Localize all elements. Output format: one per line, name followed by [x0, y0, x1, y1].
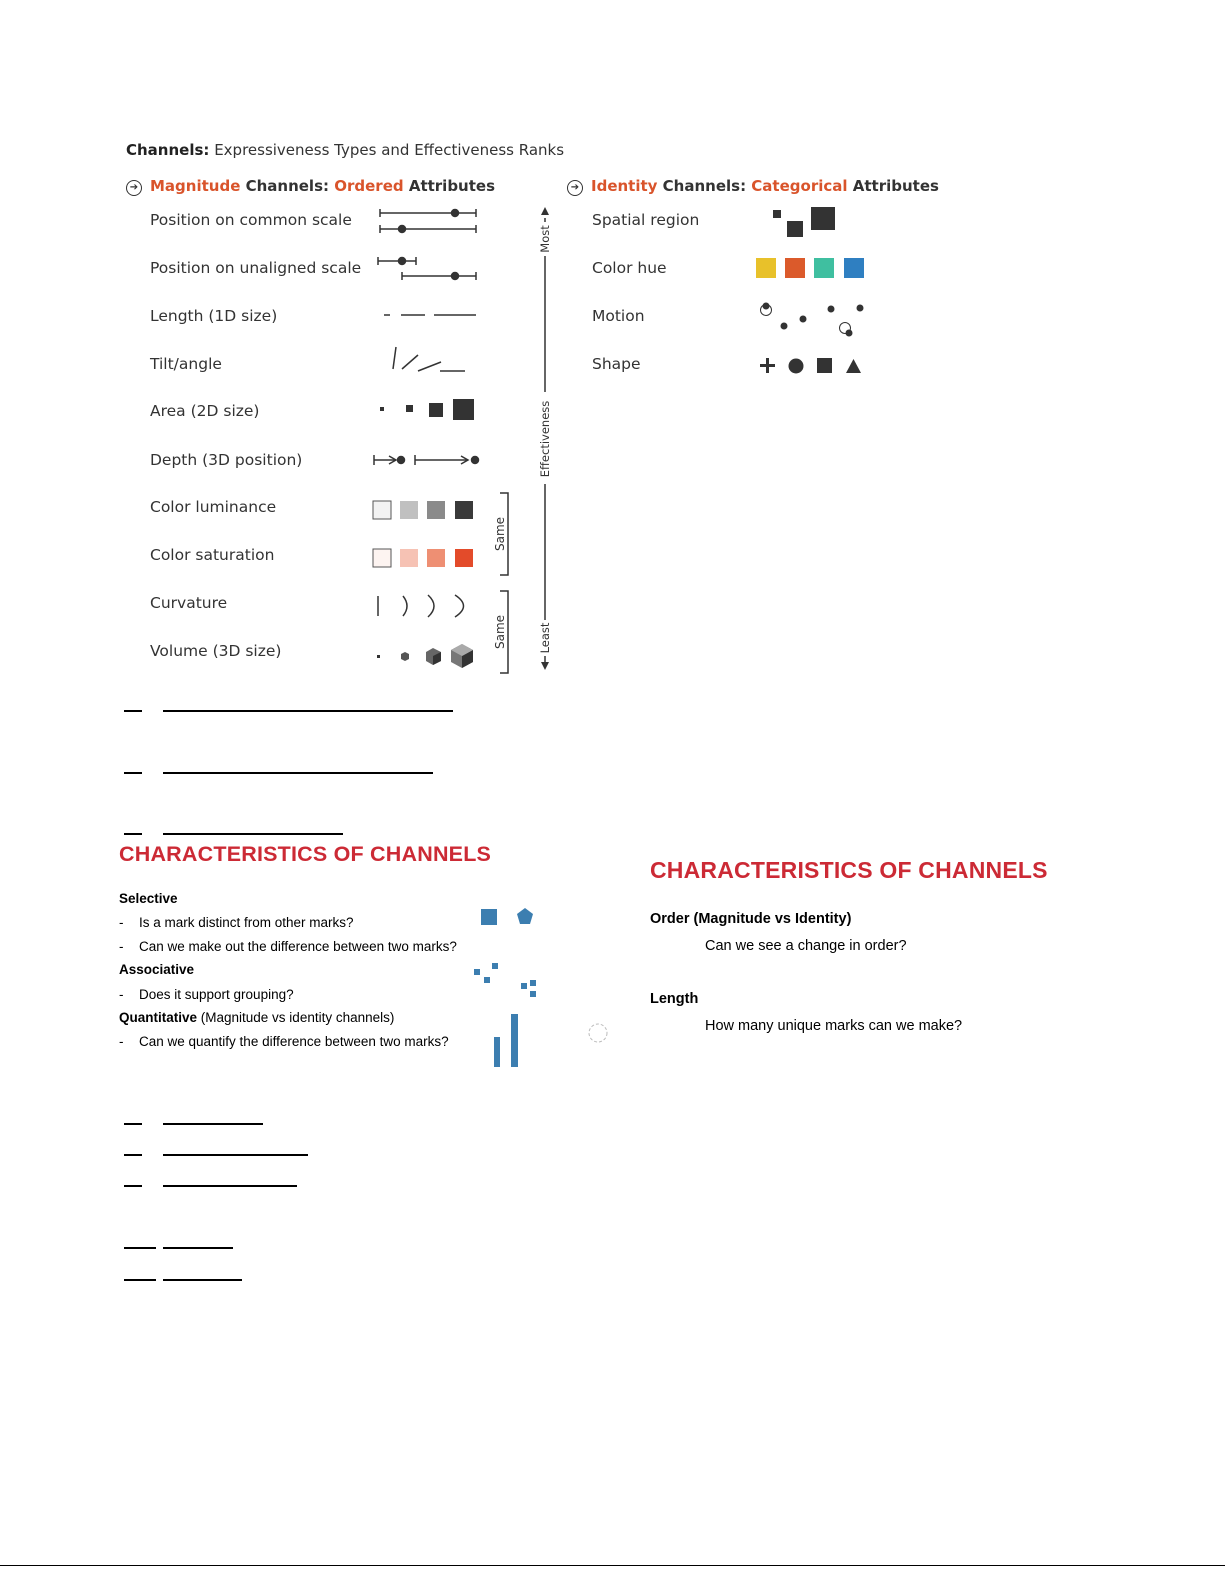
row-label: Motion — [592, 307, 645, 325]
row-label: Color hue — [592, 259, 667, 277]
spatial-region-glyph — [773, 207, 835, 237]
depth-glyph — [374, 455, 479, 465]
axis-least-label: Least — [538, 622, 552, 654]
luminance-glyph — [373, 501, 473, 519]
order-question: Can we see a change in order? — [705, 938, 907, 954]
saturation-glyph — [373, 549, 473, 567]
axis-most-label: Most — [538, 225, 552, 253]
row-label: Area (2D size) — [150, 402, 260, 420]
axis-effectiveness-label: Effectiveness — [538, 400, 552, 478]
order-heading: Order (Magnitude vs Identity) — [650, 911, 852, 927]
selective-heading: Selective — [119, 891, 178, 906]
divider — [163, 710, 453, 712]
right-slide-title: CHARACTERISTICS OF CHANNELS — [650, 857, 1048, 883]
pentagon-mark — [517, 908, 533, 924]
bar-mark — [494, 1037, 500, 1067]
divider — [124, 1123, 142, 1125]
group-mark — [474, 969, 480, 975]
same-label: Same — [493, 516, 507, 552]
row-label: Position on common scale — [150, 211, 352, 229]
length-question: How many unique marks can we make? — [705, 1018, 963, 1034]
question-item: - Does it support grouping? — [119, 987, 294, 1002]
figure-title: Channels: Expressiveness Types and Effectiveness Ranks — [126, 141, 565, 159]
divider — [163, 833, 343, 835]
area-glyph — [380, 399, 474, 420]
divider — [124, 833, 142, 835]
group-mark — [530, 980, 536, 986]
group-mark — [484, 977, 490, 983]
divider — [124, 1185, 142, 1187]
magnitude-header: ➔ Magnitude Channels: Ordered Attributes — [126, 177, 495, 196]
curvature-glyph — [378, 595, 464, 617]
quantitative-heading: Quantitative (Magnitude vs identity channels) — [119, 1010, 395, 1025]
row-label: Curvature — [150, 594, 228, 612]
shape-glyph — [760, 358, 861, 374]
divider — [124, 772, 142, 774]
position-unaligned-glyph — [378, 257, 476, 280]
divider — [163, 1123, 263, 1125]
identity-header: ➔ Identity Channels: Categorical Attributes — [567, 177, 939, 196]
group-mark — [521, 983, 527, 989]
question-item: - Can we quantify the difference between two marks? — [119, 1034, 449, 1049]
channel-glyphs — [0, 0, 1225, 700]
tilt-glyph — [393, 347, 465, 371]
row-label: Color luminance — [150, 498, 277, 516]
left-slide-title: CHARACTERISTICS OF CHANNELS — [119, 842, 492, 866]
associative-heading: Associative — [119, 962, 195, 977]
divider — [163, 772, 433, 774]
divider — [124, 1247, 156, 1249]
row-label: Color saturation — [150, 546, 275, 564]
row-label: Spatial region — [592, 211, 700, 229]
question-item: - Is a mark distinct from other marks? — [119, 915, 354, 930]
length-heading: Length — [650, 991, 699, 1007]
dashed-circle-icon — [589, 1024, 607, 1042]
divider — [163, 1279, 242, 1281]
row-label: Depth (3D position) — [150, 451, 303, 469]
divider — [163, 1185, 297, 1187]
group-mark — [492, 963, 498, 969]
row-label: Tilt/angle — [150, 355, 222, 373]
row-label: Volume (3D size) — [150, 642, 282, 660]
color-hue-glyph — [756, 258, 864, 278]
divider — [124, 1279, 156, 1281]
divider — [163, 1247, 233, 1249]
motion-glyph — [761, 303, 864, 337]
arrow-right-icon: ➔ — [126, 180, 142, 196]
position-common-glyph — [380, 209, 476, 233]
bar-mark — [511, 1014, 518, 1067]
group-mark — [530, 991, 536, 997]
question-item: - Can we make out the difference between two marks? — [119, 939, 457, 954]
row-label: Shape — [592, 355, 641, 373]
same-label: Same — [493, 614, 507, 650]
square-mark — [481, 909, 497, 925]
arrow-right-icon: ➔ — [567, 180, 583, 196]
volume-glyph — [377, 644, 473, 668]
divider — [124, 1154, 142, 1156]
row-label: Length (1D size) — [150, 307, 278, 325]
left-slide-marks — [460, 900, 620, 1075]
page-border — [0, 1565, 1225, 1566]
divider — [124, 710, 142, 712]
divider — [163, 1154, 308, 1156]
row-label: Position on unaligned scale — [150, 259, 362, 277]
